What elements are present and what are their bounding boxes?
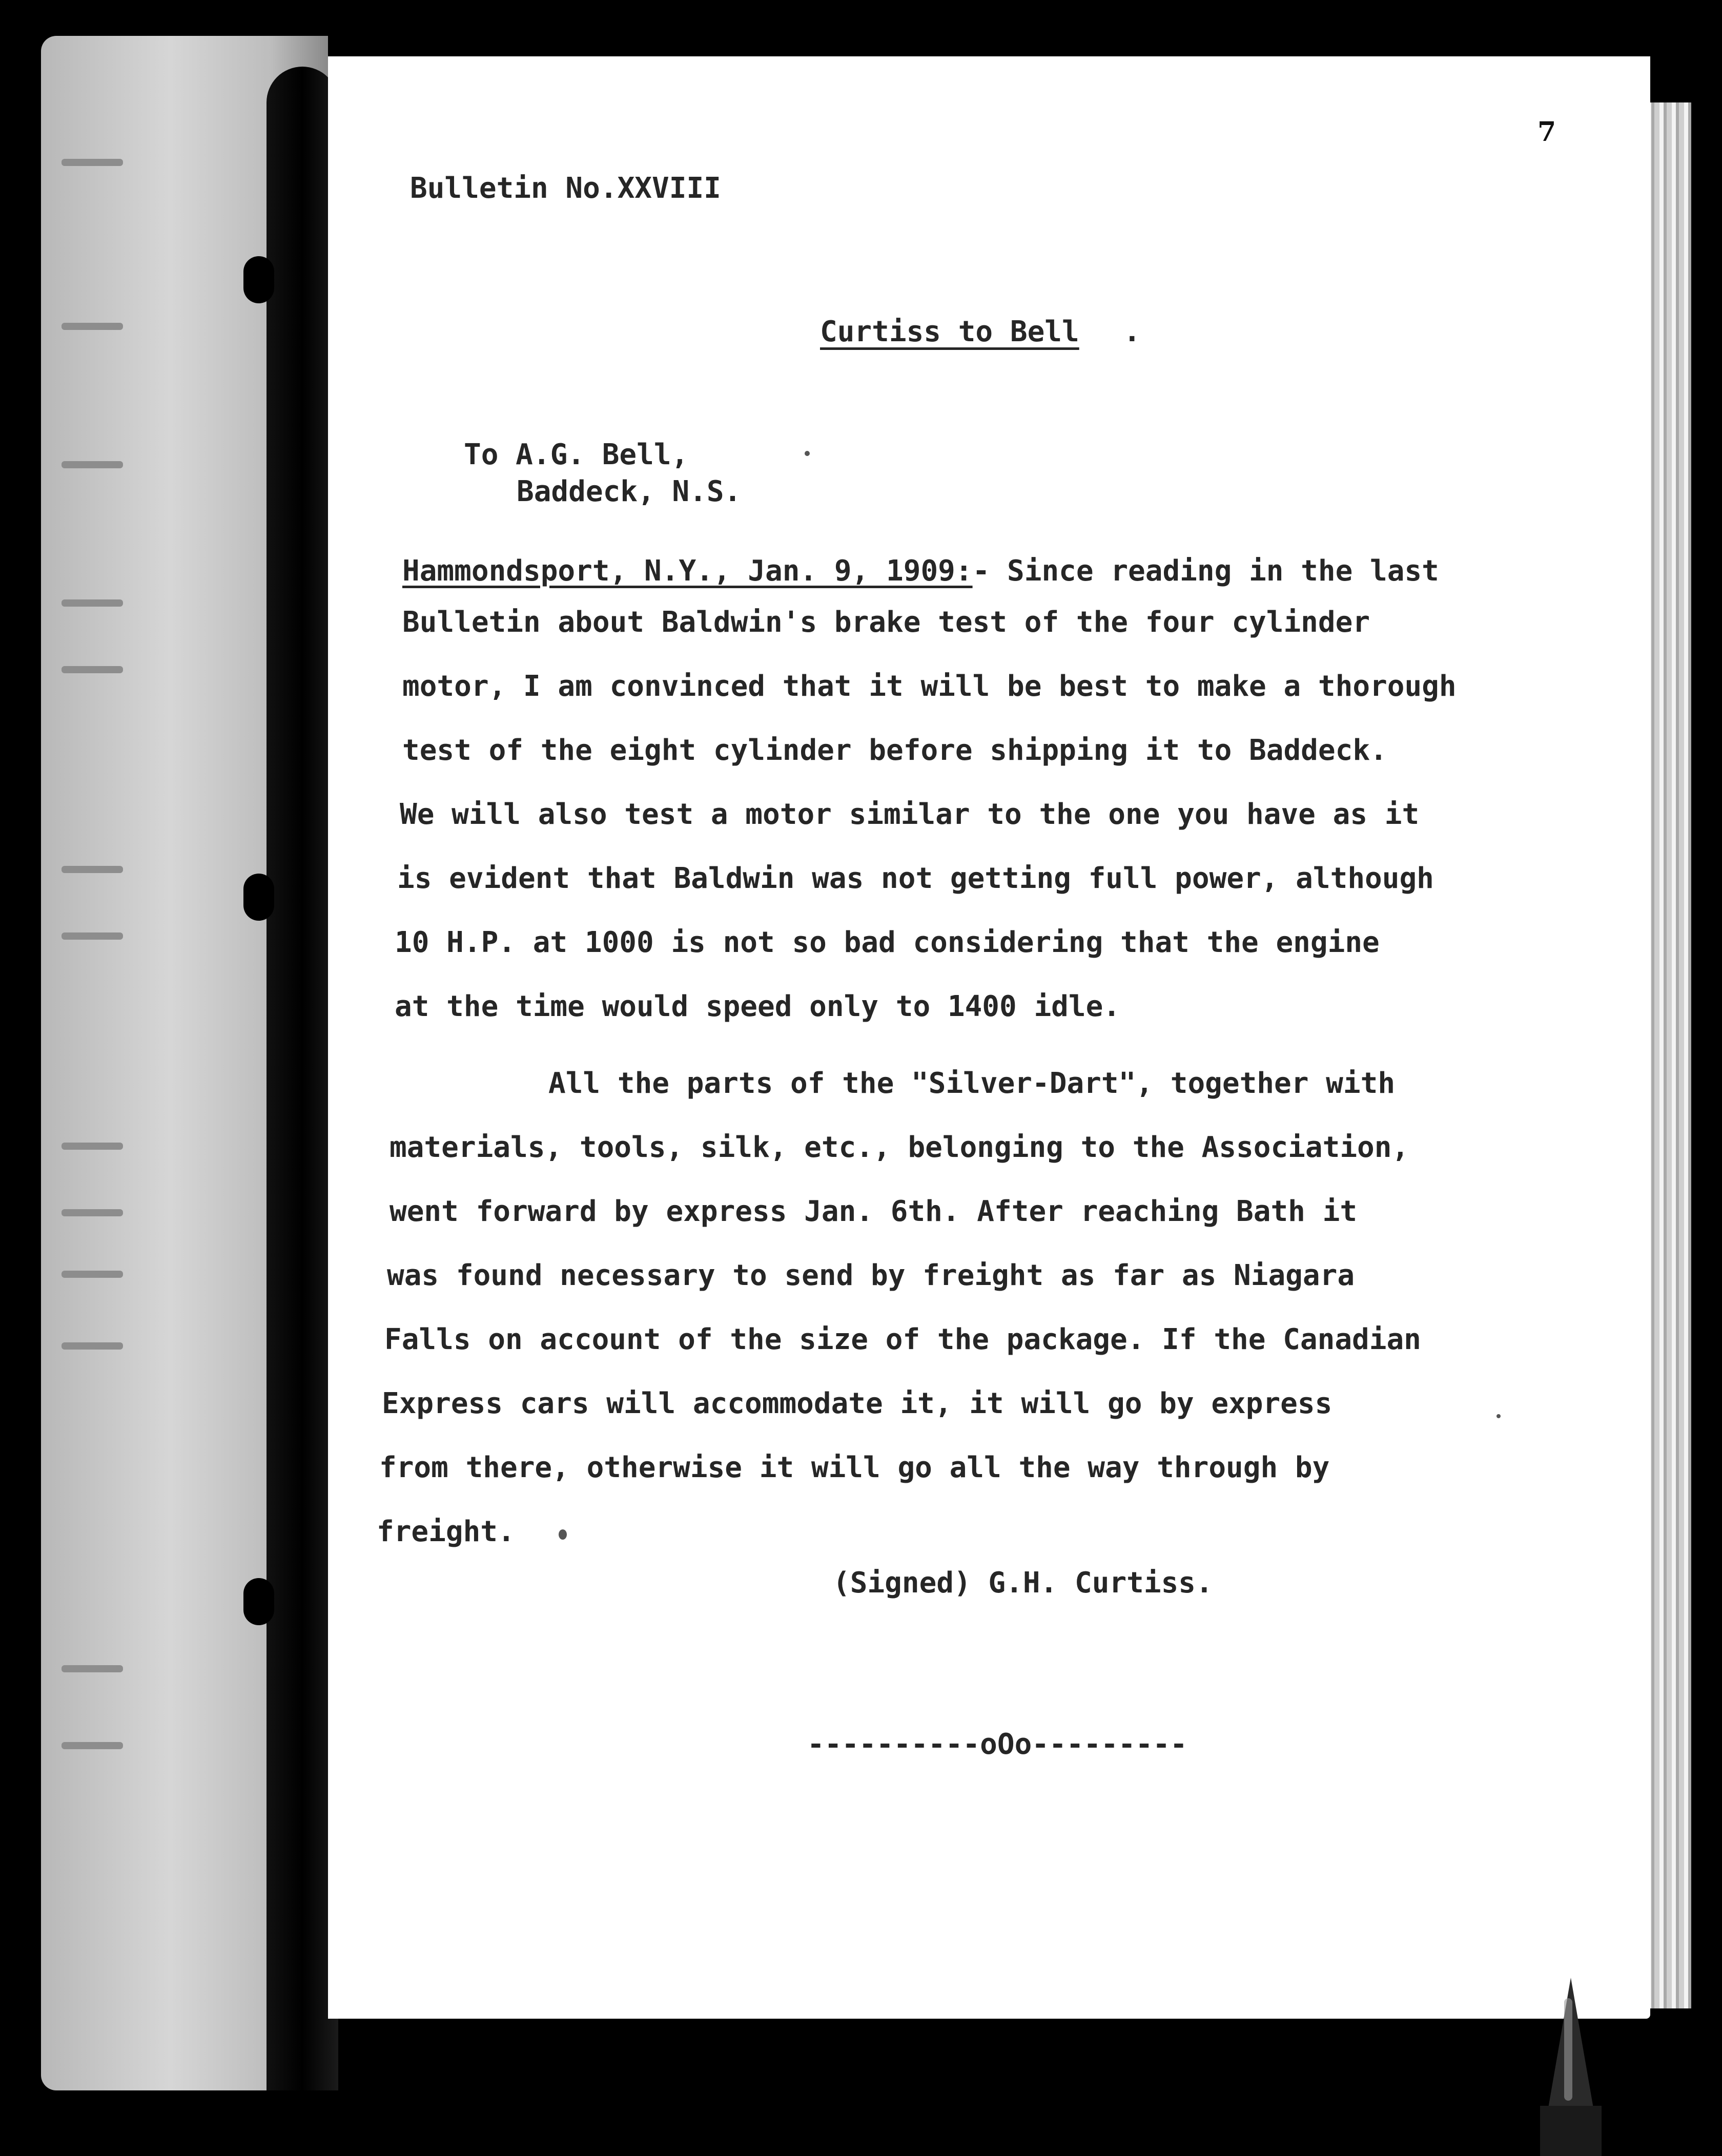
bleed-mark <box>61 599 123 607</box>
pen-tip-highlight <box>1564 1998 1572 2101</box>
letter-title-text: Curtiss to Bell <box>820 315 1079 348</box>
page-number: 7 <box>1537 116 1556 148</box>
bleed-mark <box>61 159 123 166</box>
bleed-mark <box>61 1271 123 1278</box>
recipient-line: To A.G. Bell, <box>464 438 689 471</box>
body-line: Express cars will accommodate it, it will go by express <box>382 1387 1332 1420</box>
signature: (Signed) G.H. Curtiss. <box>833 1566 1213 1600</box>
body-line: went forward by express Jan. 6th. After reaching Bath it <box>389 1195 1358 1228</box>
bleed-mark <box>61 1209 123 1216</box>
document-page <box>328 56 1650 2019</box>
recipient-place: Baddeck, N.S. <box>517 475 742 508</box>
binding-shadow <box>266 67 338 2090</box>
section-divider: ----------oOo--------- <box>807 1728 1187 1761</box>
binder-hole <box>243 874 274 921</box>
bulletin-number: Bulletin No.XXVIII <box>410 172 721 205</box>
bleed-mark <box>61 666 123 673</box>
body-line: All the parts of the "Silver-Dart", together with <box>548 1067 1396 1100</box>
body-line: Bulletin about Baldwin's brake test of the four cylinder <box>402 606 1370 639</box>
letter-title-period: . <box>1123 315 1141 348</box>
body-line: Falls on account of the size of the package. If the Canadian <box>384 1323 1421 1356</box>
bleed-mark <box>61 1143 123 1150</box>
body-line: was found necessary to send by freight as far as Niagara <box>387 1259 1355 1292</box>
body-line: - Since reading in the last <box>972 554 1439 588</box>
bleed-mark <box>61 932 123 940</box>
bleed-mark <box>61 866 123 873</box>
ink-speck <box>805 451 810 456</box>
body-line: materials, tools, silk, etc., belonging to the Association, <box>389 1131 1409 1164</box>
letter-title <box>820 317 1079 347</box>
binder-hole <box>243 256 274 303</box>
body-line: test of the eight cylinder before shipping it to Baddeck. <box>402 734 1387 767</box>
bleed-mark <box>61 1742 123 1749</box>
ink-speck <box>559 1529 567 1540</box>
bleed-mark <box>61 1342 123 1350</box>
dateline: Hammondsport, N.Y., Jan. 9, 1909: <box>402 554 973 588</box>
binder-hole <box>243 1578 274 1625</box>
ink-speck <box>1496 1414 1501 1418</box>
body-line: from there, otherwise it will go all the way through by <box>379 1451 1330 1484</box>
body-line: is evident that Baldwin was not getting full power, although <box>397 862 1434 895</box>
pen-body <box>1540 2106 1602 2156</box>
body-line: motor, I am convinced that it will be best to make a thorough <box>402 670 1457 703</box>
bleed-mark <box>61 323 123 330</box>
body-line: We will also test a motor similar to the one you have as it <box>400 798 1420 831</box>
body-line: 10 H.P. at 1000 is not so bad considering that the engine <box>395 926 1380 959</box>
bleed-mark <box>61 1665 123 1672</box>
body-line: at the time would speed only to 1400 idle. <box>395 990 1121 1023</box>
dateline-line <box>402 556 1439 587</box>
body-line: freight. <box>377 1515 515 1548</box>
bleed-mark <box>61 461 123 468</box>
